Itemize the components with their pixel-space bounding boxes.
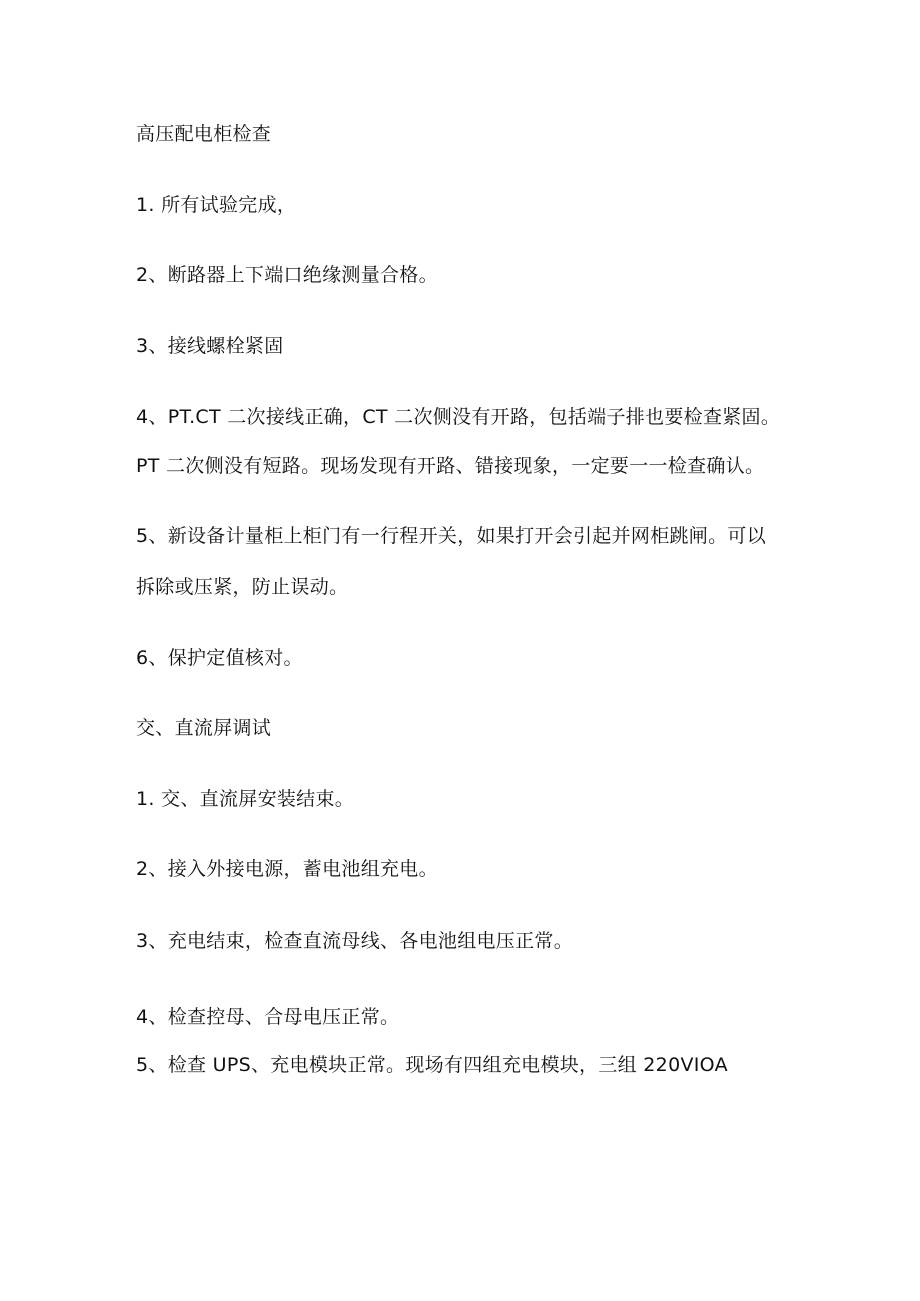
list-item: 5、新设备计量柜上柜门有一行程开关，如果打开会引起并网柜跳闸。可以 — [136, 525, 766, 547]
list-item: 2、断路器上下端口绝缘测量合格。 — [136, 264, 438, 286]
section-heading-ac-dc-panel-debug: 交、直流屏调试 — [136, 717, 272, 739]
list-item: 3、充电结束，检查直流母线、各电池组电压正常。 — [136, 930, 573, 952]
list-item: 5、检查 UPS、充电模块正常。现场有四组充电模块，三组 220VIOA — [136, 1054, 728, 1076]
section-heading-hv-cabinet-check: 高压配电柜检查 — [136, 123, 272, 145]
list-item: 4、PT.CT 二次接线正确，CT 二次侧没有开路，包括端子排也要检查紧固。 — [136, 406, 781, 428]
list-item-continuation: 拆除或压紧，防止误动。 — [136, 576, 349, 598]
list-item: 6、保护定值核对。 — [136, 647, 303, 669]
list-item: 3、接线螺栓紧固 — [136, 335, 284, 357]
list-item: 2、接入外接电源，蓄电池组充电。 — [136, 858, 438, 880]
list-item: 1. 交、直流屏安装结束。 — [136, 788, 355, 810]
list-item-continuation: PT 二次侧没有短路。现场发现有开路、错接现象，一定要一一检查确认。 — [136, 455, 765, 477]
list-item: 4、检查控母、合母电压正常。 — [136, 1006, 400, 1028]
list-item: 1. 所有试验完成， — [136, 194, 297, 216]
